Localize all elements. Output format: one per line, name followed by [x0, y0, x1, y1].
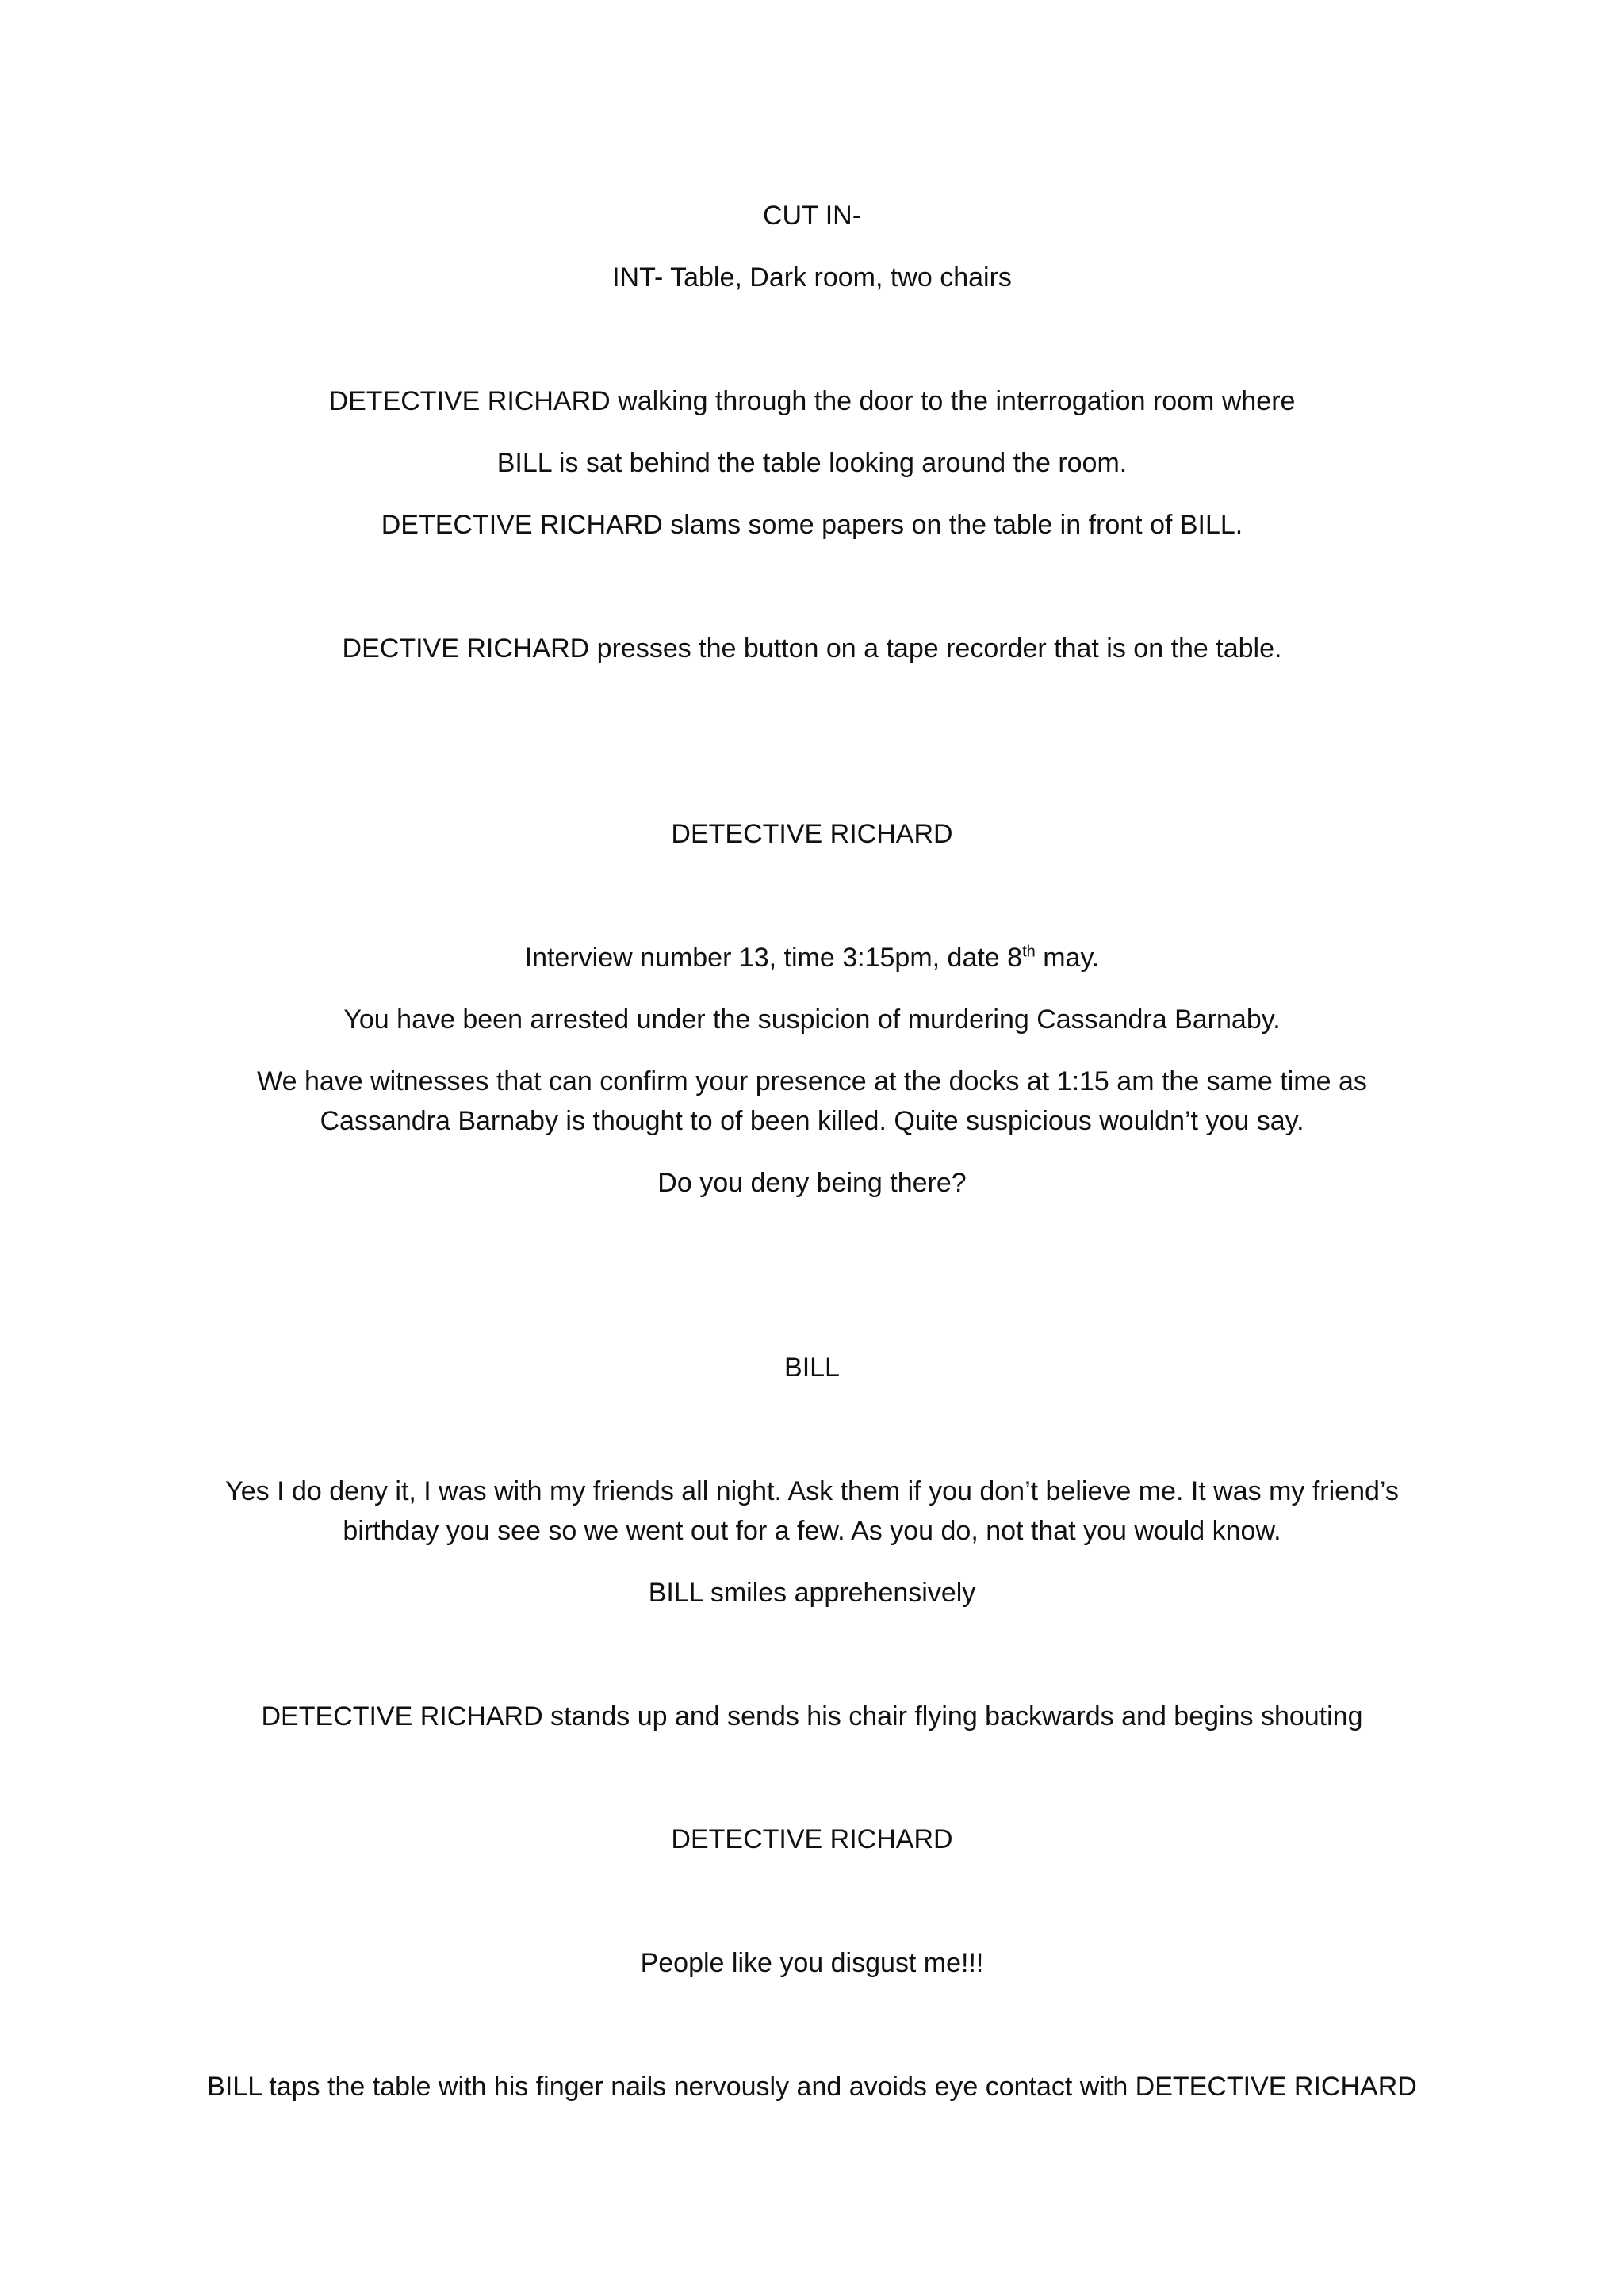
action-line: BILL is sat behind the table looking around the room.: [496, 448, 1128, 478]
dialogue-line: People like you disgust me!!!: [640, 1948, 984, 1978]
action-line: BILL taps the table with his finger nails nervously and avoids eye contact with DETECTIVE RICHARD: [207, 2072, 1417, 2102]
action-line: DETECTIVE RICHARD stands up and sends his chair flying backwards and begins shouting: [261, 1701, 1363, 1732]
action-line: DETECTIVE RICHARD slams some papers on the table in front of BILL.: [381, 510, 1243, 540]
dialogue-line: Do you deny being there?: [657, 1168, 967, 1198]
dialogue-line: [127, 938, 1497, 978]
character-name: DETECTIVE RICHARD: [671, 1824, 953, 1854]
action-line: BILL smiles apprehensively: [648, 1578, 976, 1608]
character-name: DETECTIVE RICHARD: [671, 819, 953, 849]
action-line: DETECTIVE RICHARD walking through the door to the interrogation room where: [328, 386, 1296, 416]
dialogue-line: You have been arrested under the suspicion of murdering Cassandra Barnaby.: [343, 1004, 1281, 1035]
scene-transition: CUT IN-: [762, 201, 862, 231]
dialogue-text: may.: [1035, 943, 1100, 973]
scene-heading: INT- Table, Dark room, two chairs: [612, 262, 1012, 293]
character-name: BILL: [784, 1353, 840, 1383]
dialogue-text: Interview number 13, time 3:15pm, date 8: [524, 943, 1023, 973]
action-line: DECTIVE RICHARD presses the button on a tape recorder that is on the table.: [342, 633, 1282, 664]
ordinal-suffix: th: [1022, 943, 1036, 961]
dialogue-line: Yes I do deny it, I was with my friends all night. Ask them if you don’t believe me. It was my friend’s: [225, 1476, 1399, 1506]
dialogue-line: birthday you see so we went out for a few. As you do, not that you would know.: [343, 1516, 1281, 1546]
dialogue-line: Cassandra Barnaby is thought to of been killed. Quite suspicious wouldn’t you say.: [320, 1106, 1304, 1136]
dialogue-line: We have witnesses that can confirm your presence at the docks at 1:15 am the same time as: [257, 1066, 1367, 1096]
